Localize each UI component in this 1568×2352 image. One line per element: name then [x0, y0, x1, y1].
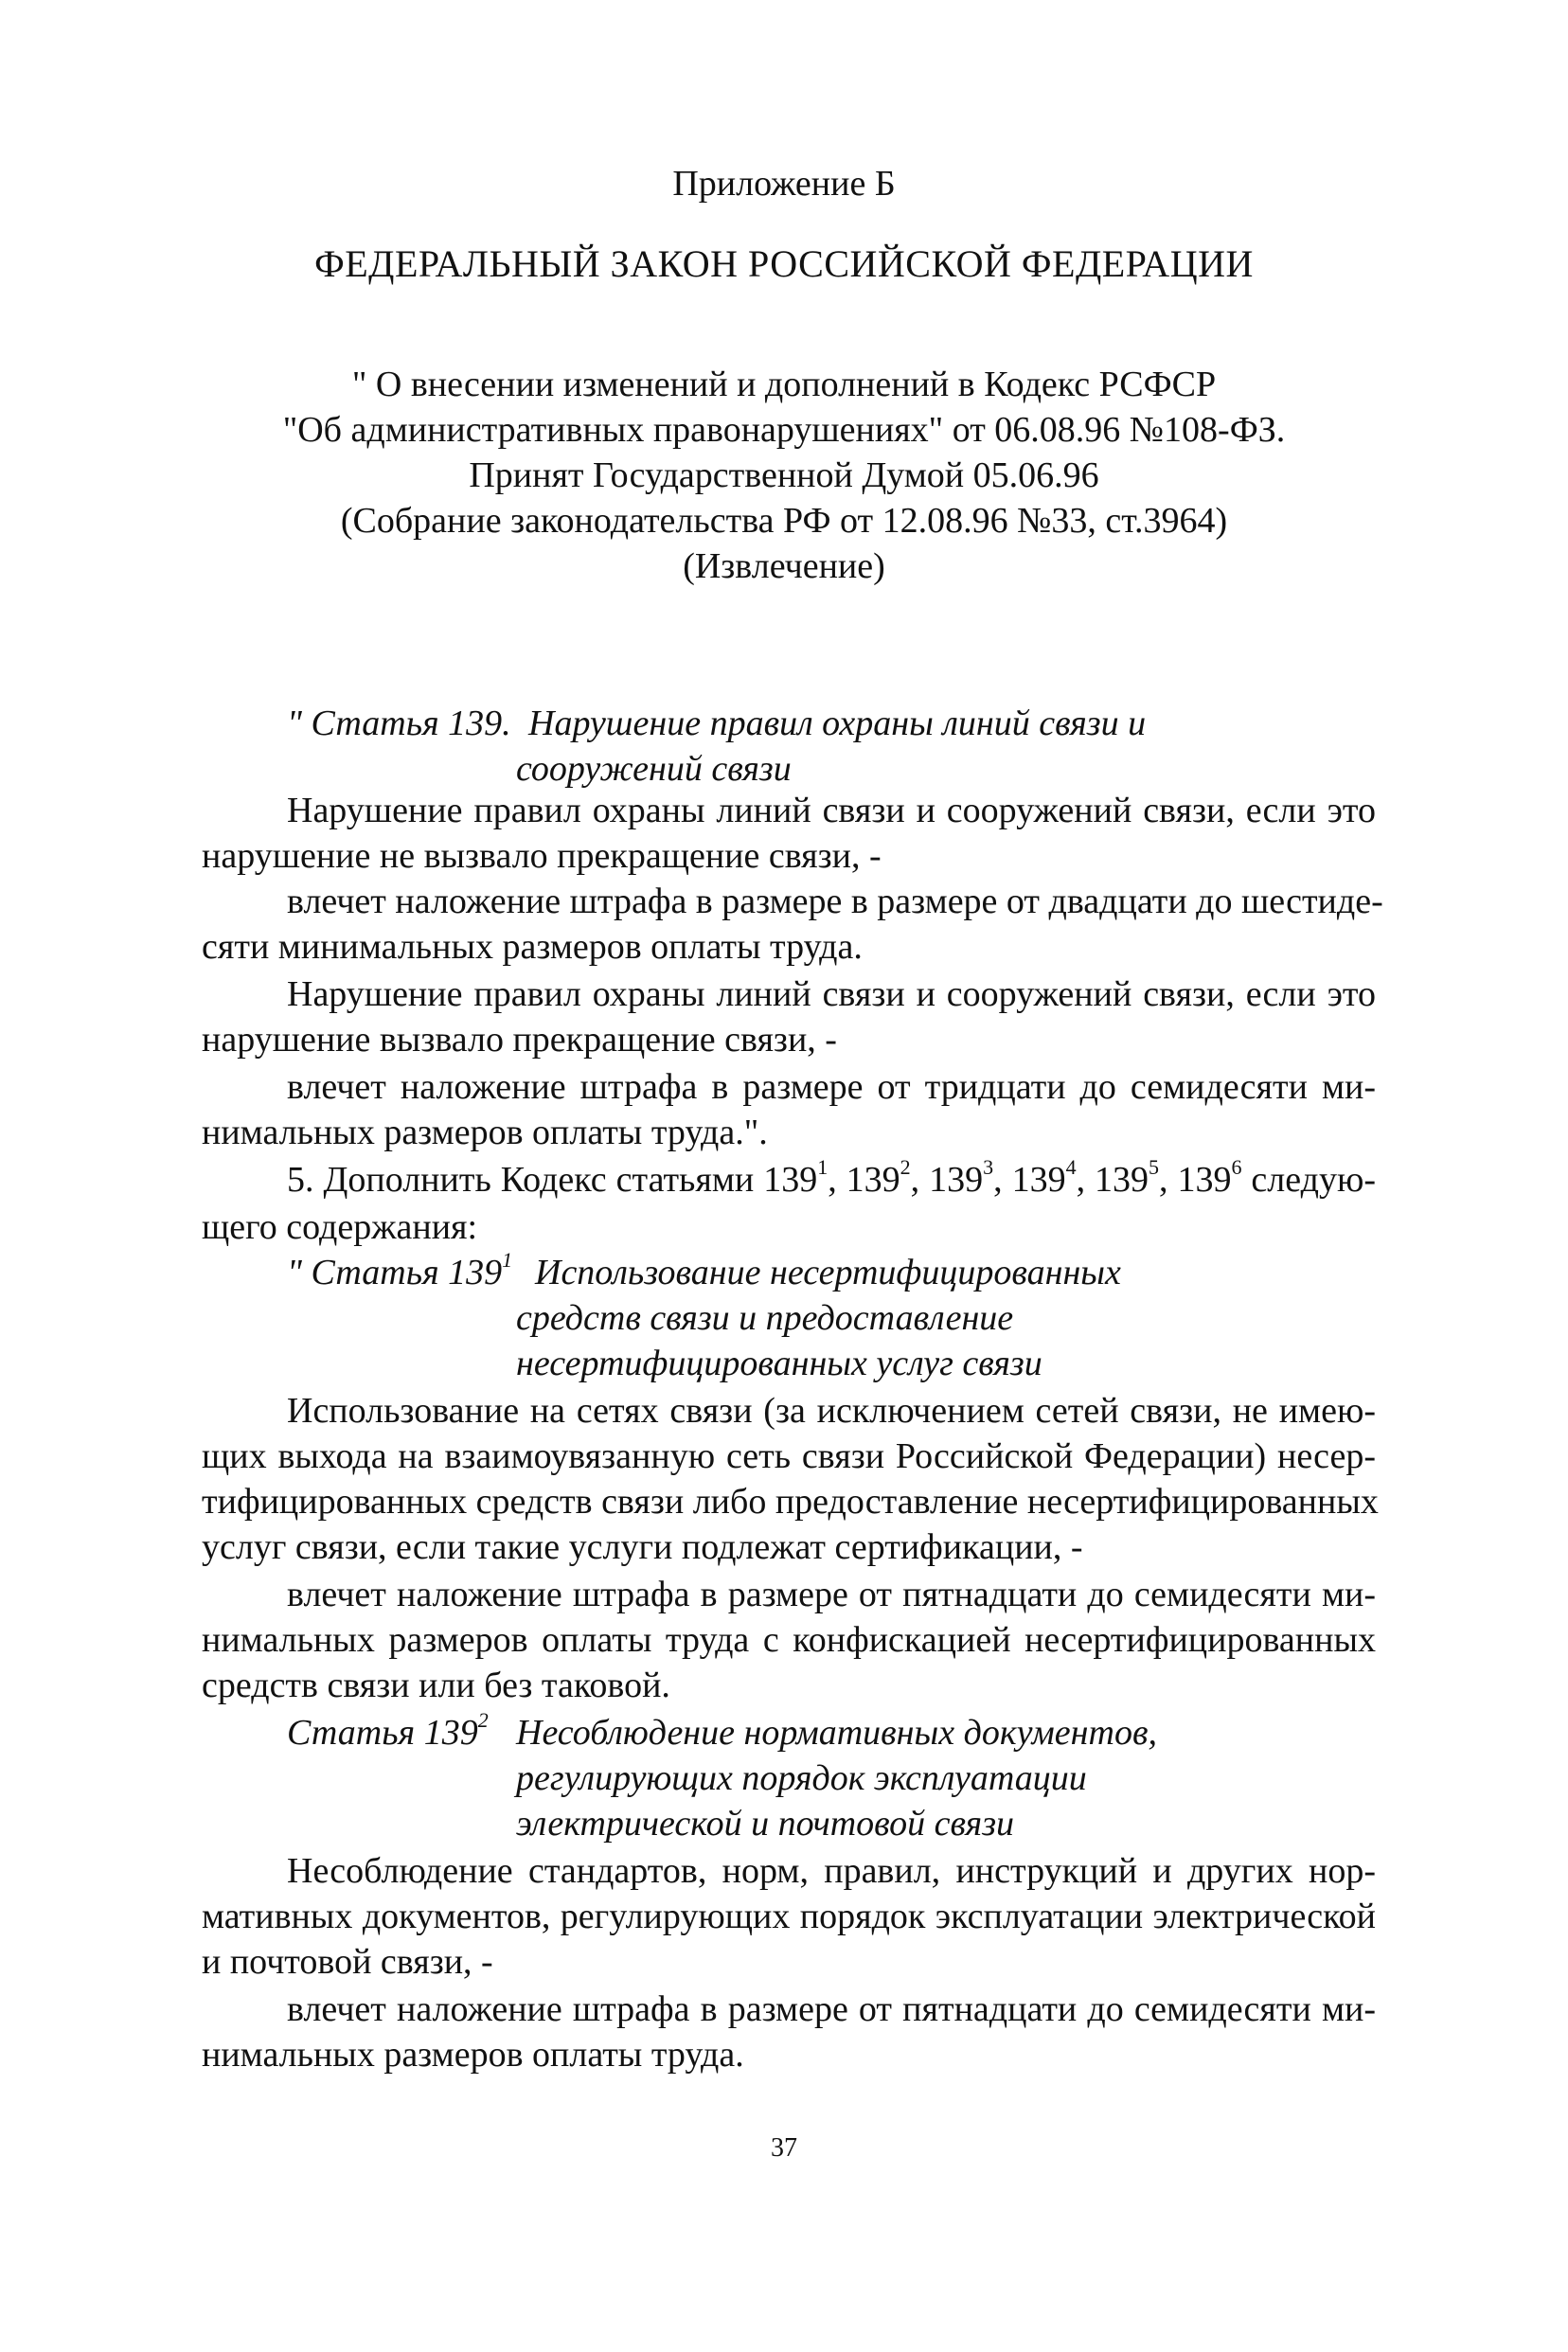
article-139-body-5: Нарушение правил охраны линий связи и сооружений связи, если это: [287, 974, 1376, 1014]
article-139-2-title-line-2: регулирующих порядок эксплуатации: [516, 1758, 1087, 1798]
article-139-body-3: влечет наложение штрафа в размере в размере от двадцати до шестиде-: [287, 882, 1383, 921]
article-139-1-body-6: нимальных размеров оплаты труда с конфискацией несертифицированных: [202, 1620, 1376, 1660]
article-139-1-body-3: тифицированных средств связи либо предоставление несертифицированных: [202, 1482, 1379, 1522]
article-139-1-title-line-3: несертифицированных услуг связи: [516, 1344, 1042, 1383]
article-139-body-2: нарушение не вызвало прекращение связи, -: [202, 836, 882, 876]
article-139-2-title-line-3: электрической и почтовой связи: [516, 1804, 1015, 1844]
item-5-line-1: 5. Дополнить Кодекс статьями $139^1$, $139^2$, $139^3$, $139^4$, $139^5$, $139^6$ следую-: [287, 1155, 1376, 1200]
page-number: 37: [771, 2133, 797, 2163]
article-139-2-title-line-1: Несоблюдение нормативных документов,: [516, 1713, 1157, 1753]
appendix-label: Приложение Б: [672, 164, 896, 204]
article-139-1-heading: " Статья $139^1$: [287, 1248, 513, 1292]
subtitle-line-3: Принят Государственной Думой 05.06.96: [469, 455, 1099, 495]
subtitle-line-5: (Извлечение): [683, 546, 885, 586]
article-139-2-body-3: и почтовой связи, -: [202, 1942, 493, 1982]
article-139-body-1: Нарушение правил охраны линий связи и сооружений связи, если это: [287, 791, 1376, 830]
article-139-2-body-4: влечет наложение штрафа в размере от пятнадцати до семидесяти ми-: [287, 1989, 1376, 2029]
article-139-2-body-1: Несоблюдение стандартов, норм, правил, инструкций и других нор-: [287, 1851, 1376, 1891]
article-139-title-line-1: Нарушение правил охраны линий связи и: [528, 704, 1147, 743]
article-139-2-body-2: мативных документов, регулирующих порядок эксплуатации электрической: [202, 1897, 1376, 1936]
article-139-1-body-5: влечет наложение штрафа в размере от пятнадцати до семидесяти ми-: [287, 1575, 1376, 1614]
item-5-line-2: щего содержания:: [202, 1207, 478, 1247]
subtitle-line-4: (Собрание законодательства РФ от 12.08.96 №33, ст.3964): [340, 501, 1228, 541]
article-139-1-body-4: услуг связи, если такие услуги подлежат сертификации, -: [202, 1527, 1083, 1567]
article-139-body-7: влечет наложение штрафа в размере от тридцати до семидесяти ми-: [287, 1067, 1376, 1107]
article-139-heading: " Статья 139.: [287, 704, 511, 743]
article-139-1-body-1: Использование на сетях связи (за исключением сетей связи, не имею-: [287, 1391, 1376, 1431]
subtitle-line-2: "Об административных правонарушениях" от 06.08.96 №108-ФЗ.: [282, 410, 1286, 450]
subtitle-line-1: " О внесении изменений и дополнений в Кодекс РСФСР: [351, 365, 1217, 404]
article-139-1-title-line-1: Использование несертифицированных: [535, 1253, 1121, 1292]
article-139-2-body-5: нимальных размеров оплаты труда.: [202, 2035, 744, 2075]
article-139-body-8: нимальных размеров оплаты труда.".: [202, 1113, 768, 1152]
article-139-1-title-line-2: средств связи и предоставление: [516, 1298, 1014, 1338]
law-title: ФЕДЕРАЛЬНЫЙ ЗАКОН РОССИЙСКОЙ ФЕДЕРАЦИИ: [314, 242, 1254, 285]
article-139-1-body-7: средств связи или без таковой.: [202, 1666, 670, 1705]
article-139-body-6: нарушение вызвало прекращение связи, -: [202, 1020, 837, 1060]
article-139-title-line-2: сооружений связи: [516, 749, 792, 789]
article-139-1-body-2: щих выхода на взаимоувязанную сеть связи Российской Федерации) несер-: [202, 1436, 1376, 1476]
article-139-body-4: сяти минимальных размеров оплаты труда.: [202, 927, 863, 967]
article-139-2-heading: Статья $139^2$: [287, 1708, 489, 1753]
